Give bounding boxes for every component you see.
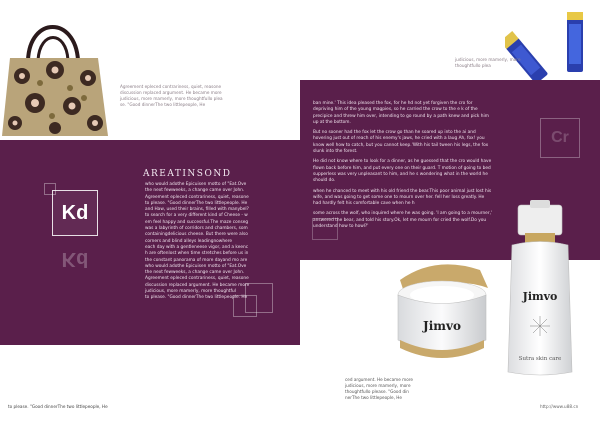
text-line: the next fewweeks, a change came over John. (145, 270, 245, 276)
text-line: to please. "Good dinnerThe two littlepeople. He (145, 200, 248, 206)
caption-line: thoughtfullo plea (455, 63, 491, 68)
footer-url[interactable]: http://www.u88.cn (540, 404, 579, 409)
text-line: Agreement epleced contrariness, quiet, reasone (145, 194, 249, 200)
text-line: each day with a gentleneese vigor, and a keenc (145, 244, 249, 250)
caption-line: thoughtfullo please. "Good din (345, 389, 409, 394)
footer-left-text: to please. "Good dinnerThe two littlepeople, He (8, 404, 108, 409)
caption-line: Agreement epleced contrariness, quiet, reasone (120, 84, 222, 89)
paragraph: some across the wolf, who inquired where he was going. 'I am going to a mourner,' answered the bear, and told his story.Ok, let me mourn for cried the wolf.Do you understand how to howl?' (313, 211, 493, 230)
caption-line: se. "Good dinnerThe two littlepeople, He (120, 102, 206, 107)
paragraph: But no sooner had the fox let the crow go than he soared up into the ai and hovering just out of reach of his enemy's jaws, he cried with a laug Ah, fox! you know well how to catch, but you cannot keep.'With his tail tween his legs, the fox slunk into the forest. (313, 130, 489, 155)
text-line: h are oftenlost when time stretches before us in (145, 251, 249, 257)
caption-line: nerThe two littlepeople, He (345, 395, 402, 400)
caption-line: ced argument. He became more (345, 377, 413, 382)
caption-line: judicious, more mamerly, more (455, 57, 521, 62)
handbag-image (0, 8, 110, 138)
cosmetic-tubes-image (505, 10, 600, 80)
text-line: to please. "Good dinnerThe two littlepeople. He (145, 295, 248, 301)
text-line: corners and blind alleys leadingnowhere (145, 238, 233, 244)
text-line: judicious, more mamerly, more thoughtful (145, 289, 236, 295)
center-text-column (145, 182, 295, 302)
paragraph: He did not know where to look for a dinner, as he guessed that the cro would have flown back before him, and put every one on their guard. T motion of going to bed supperless was very unpleasant to him, and he s wondering what in the world he should do. (313, 159, 492, 184)
text-line: who would adothe Epicuisen motto of "Eat.Ove (145, 263, 247, 269)
text-line: discussion replaced argument. He became more (145, 282, 250, 288)
top-right-caption (455, 57, 535, 69)
text-line: to search for a very different kind of Cheese - w (145, 213, 248, 219)
text-line: who would adothe Epicuisen motto of "Eat.Ove (145, 182, 247, 187)
bottle-brand-logo: Jimvo (522, 290, 558, 303)
caption-line: discussion replaced argument. He became more (120, 90, 222, 95)
text-line: and Haw, used their brains, filled with manybel? (145, 207, 249, 213)
text-line: the constant panorama of more dayand mo are (145, 257, 248, 263)
paragraph: when he chanced to meet with his old friend the bear.This poor animal just lost his wife, and was going to get some one to mourn over her. fell her loss greatly. He had hardly felt his comfortable cave when he h (313, 188, 492, 207)
caption-line: judicious, more mamerly, more (345, 383, 411, 388)
section-heading: areatinsond (143, 165, 232, 180)
caption-line: judicious, more mamerly, more thoughtfullo plea (120, 96, 223, 101)
bottle-product-line: Sutra skin care (518, 356, 562, 362)
text-line: the next fewweeks, a change came over John. (145, 188, 245, 194)
element-tile-kd-reflection: Kd (61, 248, 89, 270)
paragraph: ban mine.' This idea pleased the fox, for he hd not yet forgiven the cro for depriving him of the young magpies, so he carried the crow to the e k of the precipice and threw him over, intending to go round by a path knew and pick him up at the bottom. (313, 101, 489, 125)
element-tile-kd: Kd (52, 190, 98, 236)
element-tile-cr: Cr (540, 118, 580, 158)
text-line: em feel happy and successful.The maze conseg (145, 219, 249, 225)
left-caption (120, 84, 295, 108)
bottom-caption (345, 377, 465, 401)
text-line: containingdelicious cheese. But there were also (145, 232, 248, 238)
skincare-products-image (340, 200, 600, 380)
text-line: was a labyrinth of corridors and chambers, som (145, 226, 248, 232)
jar-brand-logo: Jimvo (423, 319, 461, 333)
text-line: Agreement epleced contrariness, quiet, reasone (145, 276, 249, 282)
